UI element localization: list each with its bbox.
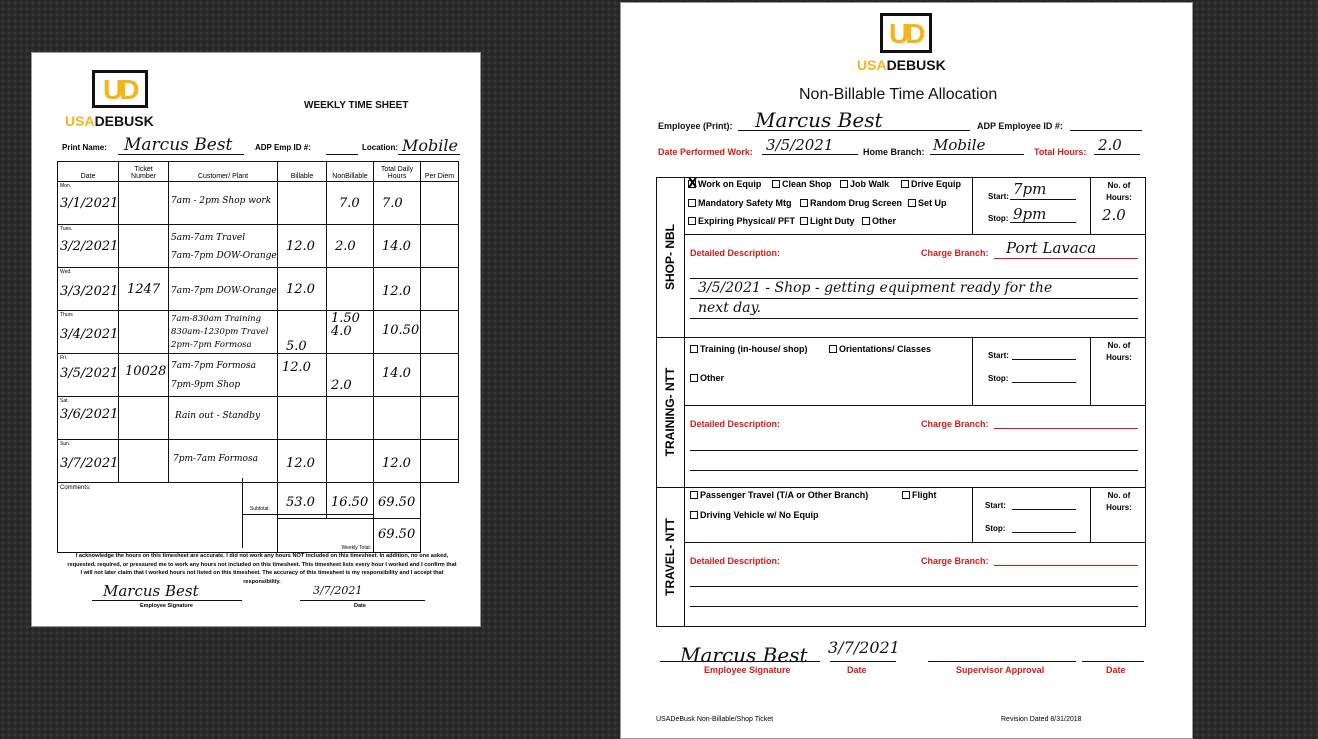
travel-desc-label: Detailed Description:: [690, 556, 781, 566]
table-row: Sun. 3/7/2021 7pm-7am Formosa 12.0 12.0: [58, 440, 459, 483]
option-mandatory-safety[interactable]: Mandatory Safety Mtg: [688, 198, 792, 208]
training-start-label: Start:: [988, 351, 1009, 360]
date-label-2: Date: [1106, 665, 1126, 675]
date-performed-label: Date Performed Work:: [658, 147, 753, 157]
table-row: Wed. 3/3/2021 1247 7am-7pm DOW-Orange 12.0 12.0: [58, 268, 459, 311]
shop-charge-value: Port Lavaca: [1006, 239, 1097, 257]
travel-hours-label: No. of Hours:: [1106, 491, 1132, 512]
subtotal-total: 69.50: [378, 495, 416, 510]
home-branch-value: Mobile: [933, 136, 986, 154]
subtotal-billable: 53.0: [286, 495, 315, 510]
training-ntt-label: TRAINING- NTT: [663, 367, 677, 457]
option-job-walk[interactable]: Job Walk: [840, 179, 889, 189]
header-customer: Customer/ Plant: [169, 162, 278, 182]
shop-hours-label: No. of Hours:: [1106, 181, 1132, 202]
location-label: Location:: [362, 143, 398, 152]
training-desc-label: Detailed Description:: [690, 419, 781, 429]
option-other[interactable]: Other: [862, 216, 896, 226]
employee-signature: Marcus Best: [103, 582, 199, 600]
option-training[interactable]: Training (in-house/ shop): [690, 344, 808, 354]
supervisor-approval-label: Supervisor Approval: [956, 665, 1045, 675]
adp-employee-label: ADP Employee ID #:: [977, 121, 1063, 131]
footer-right: Revision Dated 8/31/2018: [1001, 716, 1082, 723]
print-name-label: Print Name:: [62, 143, 107, 152]
shop-stop-value: 9pm: [1013, 205, 1047, 223]
option-drive-equip[interactable]: Drive Equip: [901, 179, 961, 189]
print-name-value: Marcus Best: [124, 135, 233, 155]
option-light-duty[interactable]: Light Duty: [800, 216, 855, 226]
training-stop-label: Stop:: [988, 374, 1009, 383]
travel-stop-label: Stop:: [985, 524, 1006, 533]
sheet-title: WEEKLY TIME SHEET: [304, 100, 409, 111]
option-orientations[interactable]: Orientations/ Classes: [829, 344, 931, 354]
usadebusk-logo: [92, 70, 148, 108]
shop-start-label: Start:: [988, 192, 1009, 201]
logo-mark: UD: [889, 18, 922, 49]
form-title: Non-Billable Time Allocation: [799, 86, 998, 103]
header-total: Total Daily Hours: [374, 162, 421, 182]
shop-charge-label: Charge Branch:: [921, 248, 989, 258]
acknowledgement-text: I acknowledge the hours on this timesheet are accurate. I did not work any hours NOT included on this timesheet. In addition, no one asked, requested, required, or pressured me to work any hours not included on this timesheet. This timesheet lists every hour I worked and I confirm that I will not later claim that I worked hours not listed on this timesheet. The accuracy of this timesheet is my responsibility and I accept that responsibility.: [67, 553, 457, 585]
signature-date: 3/7/2021: [828, 638, 900, 657]
employee-value: Marcus Best: [755, 108, 883, 132]
employee-label: Employee (Print):: [658, 121, 733, 131]
training-charge-label: Charge Branch:: [921, 419, 989, 429]
header-date: Date: [58, 162, 119, 182]
travel-ntt-label: TRAVEL- NTT: [663, 518, 677, 596]
header-ticket: Ticket Number: [119, 162, 169, 182]
option-training-other[interactable]: Other: [690, 373, 724, 383]
table-row: Thurs 3/4/2021 7am-830am Training 830am-1230pm Travel 2pm-7pm Formosa 5.0 1.50 4.0 10.50: [58, 311, 459, 354]
usadebusk-logo: [880, 13, 932, 53]
option-set-up[interactable]: Set Up: [908, 198, 947, 208]
footer-left: USADeBusk Non-Billable/Shop Ticket: [656, 716, 774, 723]
shop-stop-label: Stop:: [988, 214, 1009, 223]
option-driving-vehicle[interactable]: Driving Vehicle w/ No Equip: [690, 510, 819, 520]
option-clean-shop[interactable]: Clean Shop: [772, 179, 832, 189]
employee-signature: Marcus Best: [680, 643, 808, 667]
employee-signature-label: Employee Signature: [704, 665, 791, 675]
signature-date: 3/7/2021: [313, 584, 363, 597]
brand-name: USADEBUSK: [857, 57, 946, 73]
adp-id-label: ADP Emp ID #:: [255, 143, 311, 152]
home-branch-label: Home Branch:: [863, 147, 925, 157]
shop-start-value: 7pm: [1013, 180, 1047, 198]
total-hours-label: Total Hours:: [1034, 147, 1087, 157]
subtotal-nonbillable: 16.50: [331, 495, 369, 510]
table-row: Mon. 3/1/2021 7am - 2pm Shop work 7.0 7.0: [58, 182, 459, 225]
header-per-diem: Per Diem: [421, 162, 459, 182]
option-passenger-travel[interactable]: Passenger Travel (T/A or Other Branch): [690, 490, 868, 500]
header-billable: Billable: [278, 162, 327, 182]
check-mark: X: [688, 176, 698, 190]
timesheet-table: [57, 161, 459, 553]
table-row: Tues. 3/2/2021 5am-7am Travel 7am-7pm DOW-Orange 12.0 2.0 14.0: [58, 225, 459, 268]
total-hours-value: 2.0: [1098, 136, 1122, 154]
shop-desc-line1: 3/5/2021 - Shop - getting equipment ready for the: [698, 280, 1053, 296]
shop-desc-label: Detailed Description:: [690, 248, 781, 258]
weekly-total-value: 69.50: [378, 527, 416, 542]
header-nonbillable: NonBillable: [327, 162, 374, 182]
table-row: Sat. 3/6/2021 Rain out - Standby: [58, 397, 459, 440]
shop-desc-line2: next day.: [698, 300, 762, 316]
brand-name: USADEBUSK: [65, 113, 154, 129]
training-hours-label: No. of Hours:: [1106, 341, 1132, 362]
signature-label: Employee Signature: [140, 603, 193, 609]
comments-label: Comments:: [60, 485, 91, 491]
subtotal-label: Subtotal:: [250, 506, 270, 512]
date-label: Date: [354, 603, 366, 609]
shop-nbl-label: SHOP- NBL: [663, 224, 677, 290]
travel-charge-label: Charge Branch:: [921, 556, 989, 566]
date-performed-value: 3/5/2021: [766, 136, 834, 154]
option-random-drug-screen[interactable]: Random Drug Screen: [800, 198, 902, 208]
option-expiring-physical[interactable]: Expiring Physical/ PFT: [688, 216, 795, 226]
weekly-total-label: Weekly Total:: [341, 545, 371, 551]
logo-mark: UD: [103, 74, 136, 105]
shop-hours-value: 2.0: [1102, 206, 1126, 224]
location-value: Mobile: [402, 136, 458, 155]
date-label-1: Date: [847, 665, 867, 675]
option-flight[interactable]: Flight: [902, 490, 937, 500]
table-row: Fri. 3/5/2021 10028 7am-7pm Formosa 7pm-9pm Shop 12.0 2.0 14.0: [58, 354, 459, 397]
travel-start-label: Start:: [985, 501, 1006, 510]
option-work-on-equip[interactable]: X Work on Equip: [688, 176, 762, 190]
